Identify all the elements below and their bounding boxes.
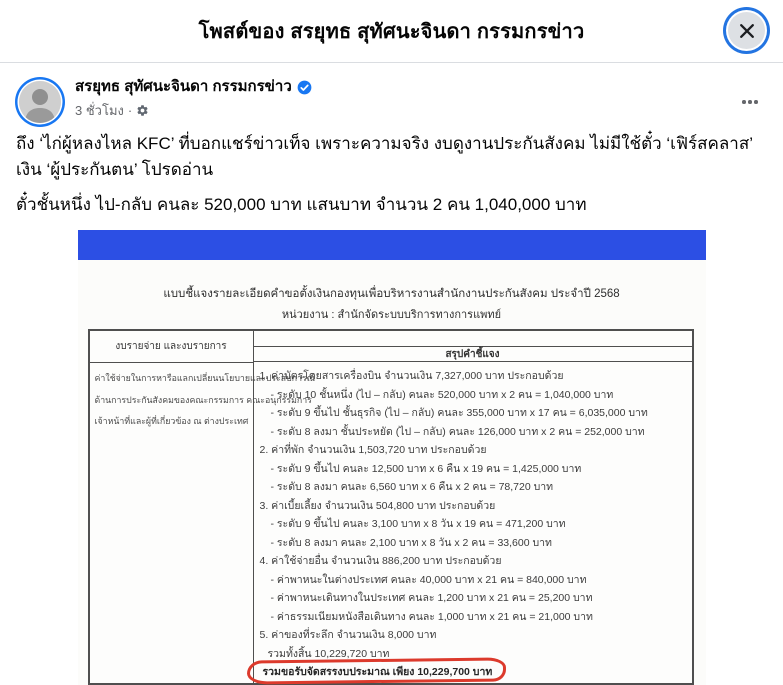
image-blue-banner	[78, 230, 706, 260]
budget-document	[78, 260, 706, 685]
document-line: - ค่าธรรมเนียมหนังสือเดินทาง คนละ 1,000 บาท x 21 คน = 21,000 บาท	[270, 610, 593, 623]
meta-separator: ·	[127, 103, 133, 118]
document-line: - ค่าพาหนะเดินทางในประเทศ คนละ 1,200 บาท x 21 คน = 25,200 บาท	[270, 592, 593, 604]
budget-table	[88, 329, 694, 685]
document-title: แบบชี้แจงรายละเอียดคำขอตั้งเงินกองทุนเพื่อบริหารงานสำนักงานประกันสังคม ประจำปี 2568	[163, 288, 620, 300]
document-line: - ระดับ 8 ลงมา คนละ 6,560 บาท x 6 คืน x 2 คน = 78,720 บาท	[270, 481, 554, 493]
modal-title: โพสต์ของ สรยุทธ สุทัศนะจินดา กรรมกรข่าว	[198, 21, 585, 43]
avatar[interactable]	[19, 81, 61, 123]
avatar-photo-icon	[19, 81, 61, 123]
close-button[interactable]	[728, 12, 765, 49]
author-name-link[interactable]	[75, 77, 733, 97]
left-column-header: งบรายจ่าย และงบรายการ	[90, 331, 253, 363]
right-column-empty-strip	[254, 331, 692, 347]
post-header	[0, 63, 783, 127]
more-options-icon	[742, 100, 746, 104]
right-column-header: สรุปคำชี้แจง	[254, 347, 692, 362]
modal-header	[0, 0, 783, 63]
document-line: - ระดับ 9 ขึ้นไป ชั้นธุรกิจ (ไป – กลับ) คนละ 355,000 บาท x 17 คน = 6,035,000 บาท	[270, 407, 648, 419]
post-attached-image[interactable]	[78, 230, 706, 685]
budget-table-left-column	[90, 331, 315, 683]
author-name-text: สรยุทธ สุทัศนะจินดา กรรมกรข่าว	[75, 78, 292, 95]
document-line: - ค่าพาหนะในต่างประเทศ คนละ 40,000 บาท x 21 คน = 840,000 บาท	[270, 573, 587, 586]
document-line: - ระดับ 10 ชั้นหนึ่ง (ไป – กลับ) คนละ 520,000 บาท x 2 คน = 1,040,000 บาท	[270, 388, 614, 401]
document-line: - ระดับ 8 ลงมา คนละ 2,100 บาท x 8 วัน x 2 คน = 33,600 บาท	[270, 536, 552, 549]
document-line: 4. ค่าใช้จ่ายอื่น จำนวนเงิน 886,200 บาท ประกอบด้วย	[259, 555, 502, 567]
document-unit-line: หน่วยงาน : สำนักจัดระบบบริการทางการแพทย์	[281, 309, 502, 321]
document-line: 2. ค่าที่พัก จำนวนเงิน 1,503,720 บาท ประกอบด้วย	[259, 444, 487, 456]
close-icon	[737, 21, 757, 41]
document-line: 5. ค่าของที่ระลึก จำนวนเงิน 8,000 บาท	[259, 629, 437, 641]
post-paragraph: ตั๋วชั้นหนึ่ง ไป-กลับ คนละ 520,000 บาท แสนบาท จำนวน 2 คน 1,040,000 บาท	[16, 195, 587, 214]
verified-badge-icon	[297, 80, 312, 95]
document-line: รวมขอรับจัดสรรงบประมาณ เพียง 10,229,700 บาท	[260, 663, 692, 682]
post-text	[0, 127, 783, 218]
privacy-gear-icon	[136, 104, 149, 117]
document-line: - ระดับ 8 ลงมา ชั้นประหยัด (ไป – กลับ) คนละ 126,000 บาท x 2 คน = 252,000 บาท	[270, 425, 645, 438]
timestamp-link[interactable]: 3 ชั่วโมง	[75, 103, 124, 118]
author-info	[75, 77, 733, 121]
document-line: รวมทั้งสิ้น 10,229,720 บาท	[267, 647, 390, 660]
document-detail-lines	[254, 362, 692, 682]
left-cell-line: เจ้าหน้าที่และผู้ที่เกี่ยวข้อง ณ ต่างประเทศ	[94, 416, 249, 426]
document-line: - ระดับ 9 ขึ้นไป คนละ 3,100 บาท x 8 วัน x 19 คน = 471,200 บาท	[270, 518, 566, 530]
post-paragraph: ถึง ‘ไก่ผู้หลงไหล KFC’ ที่บอกแชร์ข่าวเท็จ เพราะความจริง งบดูงานประกันสังคม ไม่มีใช้ตั๋ว ‘เฟิร์สคลาส’ เงิน ‘ผู้ประกันตน’ โปรดอ่าน	[16, 134, 753, 179]
document-line: 1. ค่าบัตรโดยสารเครื่องบิน จำนวนเงิน 7,327,000 บาท ประกอบด้วย	[259, 370, 564, 382]
document-line: 3. ค่าเบี้ยเลี้ยง จำนวนเงิน 504,800 บาท ประกอบด้วย	[259, 499, 496, 512]
document-line: - ระดับ 9 ขึ้นไป คนละ 12,500 บาท x 6 คืน x 19 คน = 1,425,000 บาท	[270, 462, 582, 475]
post-meta	[75, 100, 733, 121]
left-cell-line: ด้านการประกันสังคมของคณะกรรมการ คณะอนุกรรมการ	[94, 394, 312, 405]
budget-table-right-column	[254, 331, 692, 683]
left-column-body	[90, 363, 315, 433]
left-cell-line: ค่าใช้จ่ายในการหารือแลกเปลี่ยนนโยบายและประสบการณ์	[94, 373, 315, 383]
more-options-button[interactable]	[733, 85, 767, 119]
